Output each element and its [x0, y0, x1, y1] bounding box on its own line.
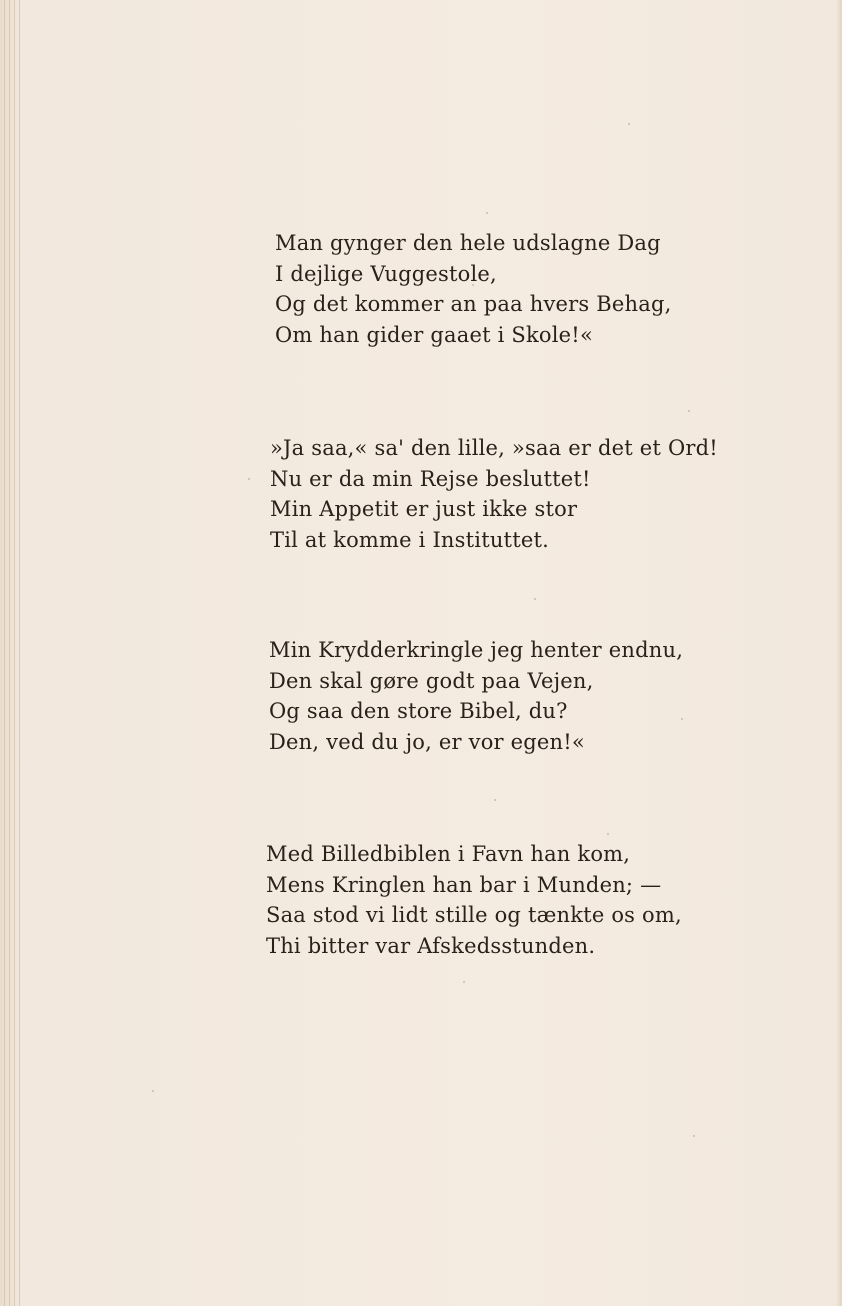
verse-line: Den, ved du jo, er vor egen!« — [269, 729, 585, 754]
paper-speck — [486, 212, 488, 214]
page-right-edge — [836, 0, 842, 1306]
paper-speck — [248, 478, 250, 480]
verse-line: »Ja saa,« sa' den lille, »saa er det et Ord! — [270, 436, 718, 460]
page-edge-line — [19, 0, 20, 1306]
stanza-2 — [270, 433, 718, 555]
verse-line: Og saa den store Bibel, du? — [269, 699, 568, 723]
verse-line: Saa stod vi lidt stille og tænkte os om, — [266, 903, 682, 927]
verse-line: Med Billedbiblen i Favn han kom, — [266, 842, 631, 866]
stanza-4 — [266, 839, 682, 961]
verse-line: Om han gider gaaet i Skole!« — [275, 322, 593, 347]
paper-speck — [494, 799, 496, 801]
paper-speck — [693, 1135, 695, 1137]
paper-speck — [607, 833, 609, 835]
verse-line: Thi bitter var Afskedsstunden. — [266, 933, 596, 958]
page-edge-line — [9, 0, 10, 1306]
page-edge-line — [14, 0, 15, 1306]
stanza-1 — [275, 228, 671, 350]
verse-line: Min Appetit er just ikke stor — [270, 497, 578, 521]
paper-speck — [628, 123, 630, 125]
verse-line: I dejlige Vuggestole, — [275, 261, 497, 286]
paper-speck — [463, 981, 465, 983]
verse-line: Den skal gøre godt paa Vejen, — [269, 668, 594, 693]
verse-line: Min Krydderkringle jeg henter endnu, — [269, 638, 684, 662]
verse-line: Mens Kringlen han bar i Munden; — — [266, 872, 662, 897]
page-edge-line — [4, 0, 5, 1306]
paper-speck — [688, 410, 690, 412]
verse-line: Til at komme i Instituttet. — [270, 527, 549, 552]
paper-speck — [152, 1090, 154, 1092]
verse-line: Nu er da min Rejse besluttet! — [270, 466, 591, 491]
verse-line: Man gynger den hele udslagne Dag — [275, 231, 661, 255]
paper-speck — [534, 598, 536, 600]
stanza-3 — [269, 635, 683, 757]
verse-line: Og det kommer an paa hvers Behag, — [275, 292, 672, 316]
